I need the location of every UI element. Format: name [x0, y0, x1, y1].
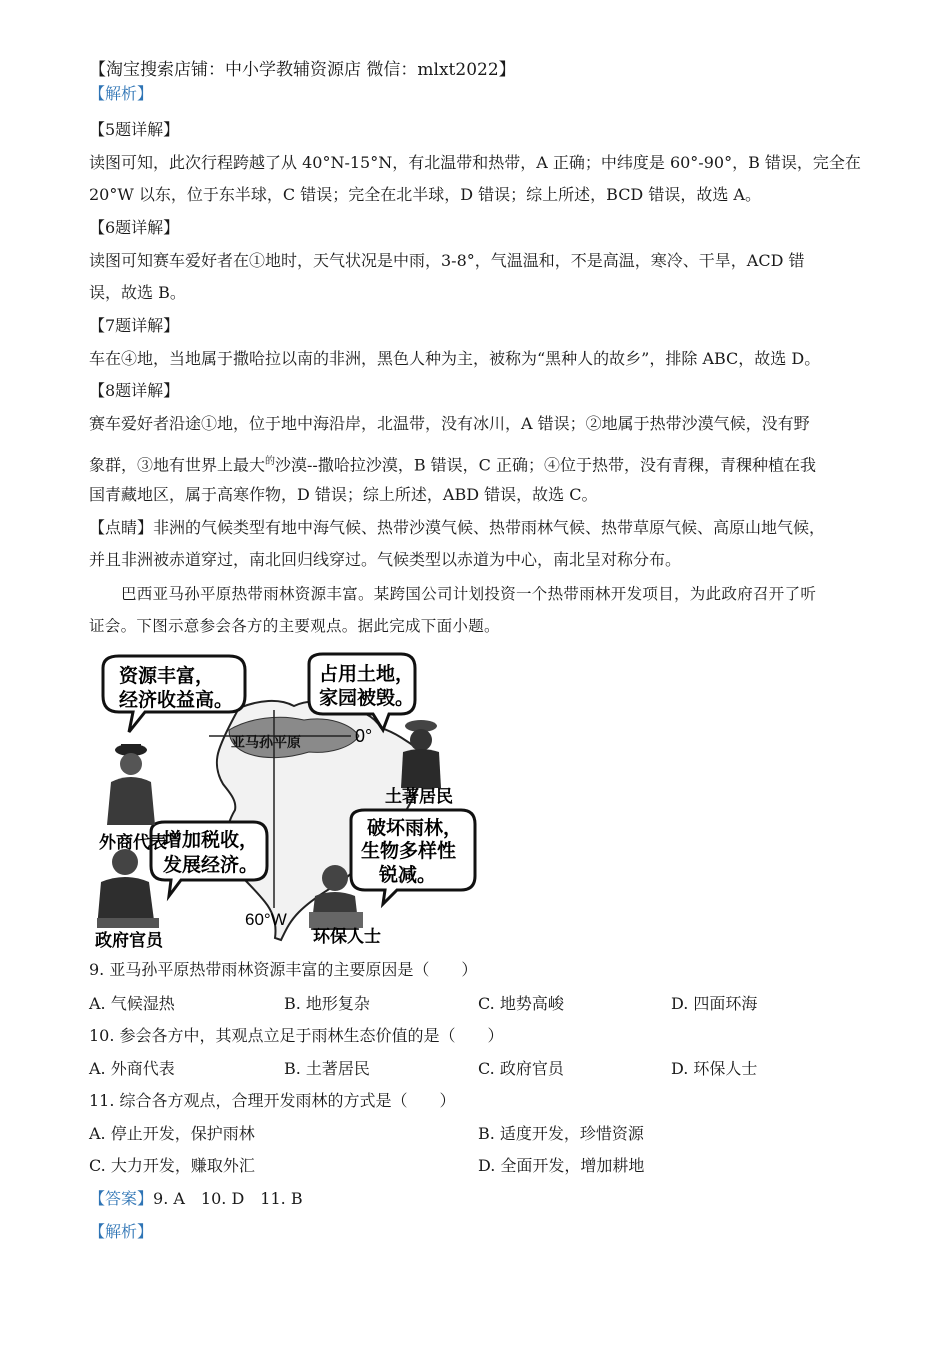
page-header: 【淘宝搜索店铺：中小学教辅资源店 微信：mlxt2022】 — [89, 60, 516, 80]
tip-text: 【点睛】非洲的气候类型有地中海气候、热带沙漠气候、热带雨林气候、热带草原气候、高原山地气候， — [89, 518, 826, 537]
q10-option-c: C. 政府官员 — [478, 1059, 564, 1078]
answer-line — [89, 1189, 303, 1209]
q10-stem: 10. 参会各方中，其观点立足于雨林生态价值的是（ ） — [89, 1026, 504, 1045]
q9-option-d: D. 四面环海 — [671, 994, 758, 1013]
indigenous-resident-figure — [401, 720, 441, 788]
bubble-text: 增加税收， — [163, 829, 259, 851]
region-label: 亚马孙平原 — [231, 735, 301, 751]
amazon-hearing-figure — [89, 650, 481, 950]
q11-option-d: D. 全面开发，增加耕地 — [478, 1156, 645, 1175]
q6-text: 读图可知赛车爱好者在①地时，天气状况是中雨，3-8°，气温温和，不是高温，寒冷、干旱，ACD 错 — [89, 251, 805, 270]
answer-text: 9. A 10. D 11. B — [153, 1189, 303, 1208]
q5-title: 【5题详解】 — [89, 120, 180, 139]
q8-title: 【8题详解】 — [89, 381, 180, 400]
bubble-text: 生物多样性 — [361, 840, 457, 862]
analysis-label: 【解析】 — [89, 1222, 154, 1241]
q10-option-a: A. 外商代表 — [89, 1059, 175, 1078]
q6-text: 误，故选 B。 — [89, 283, 186, 302]
bubble-text: 破坏雨林， — [367, 817, 463, 839]
person-label: 土著居民 — [385, 787, 453, 807]
q11-option-c: C. 大力开发，赚取外汇 — [89, 1156, 255, 1175]
longitude-label: 60°W — [245, 910, 287, 929]
intro-text: 证会。下图示意参会各方的主要观点。据此完成下面小题。 — [89, 617, 500, 635]
bubble-text: 发展经济。 — [163, 854, 259, 876]
q6-title: 【6题详解】 — [89, 218, 180, 237]
bubble-text: 占用土地， — [319, 663, 415, 685]
q11-option-a: A. 停止开发，保护雨林 — [89, 1124, 255, 1143]
bubble-text: 经济收益高。 — [119, 689, 234, 711]
q8-text: 象群，③地有世界上最大$^的$沙漠--撒哈拉沙漠，B 错误，C 正确；④位于热带，没有青稞，青稞种植在我 — [89, 455, 817, 475]
q7-title: 【7题详解】 — [89, 316, 180, 335]
figure-svg — [89, 650, 481, 950]
q10-option-b: B. 土著居民 — [284, 1059, 370, 1078]
q9-option-b: B. 地形复杂 — [284, 994, 370, 1013]
q5-text: 读图可知，此次行程跨越了从 40°N-15°N，有北温带和热带，A 正确；中纬度是 60°-90°，B 错误，完全在 — [89, 153, 861, 172]
person-label: 政府官员 — [95, 931, 163, 950]
q5-text: 20°W 以东，位于东半球，C 错误；完全在北半球，D 错误；综上所述，BCD 错误，故选 A。 — [89, 185, 761, 204]
person-label: 外商代表 — [99, 833, 167, 853]
q9-option-a: A. 气候湿热 — [89, 994, 175, 1013]
q7-text: 车在④地，当地属于撒哈拉以南的非洲，黑色人种为主，被称为“黑种人的故乡”，排除 ABC，故选 D。 — [89, 349, 821, 368]
tip-text: 并且非洲被赤道穿过，南北回归线穿过。气候类型以赤道为中心，南北呈对称分布。 — [89, 550, 682, 569]
q9-option-c: C. 地势高峻 — [478, 994, 564, 1013]
bubble-text: 家园被毁。 — [319, 687, 415, 709]
q9-stem: 9. 亚马孙平原热带雨林资源丰富的主要原因是（ ） — [89, 960, 478, 979]
latitude-label: 0° — [355, 726, 373, 746]
bubble-text: 资源丰富， — [119, 665, 215, 687]
bubble-text: 锐减。 — [379, 864, 437, 886]
q8-text: 国青藏地区，属于高寒作物，D 错误；综上所述，ABD 错误，故选 C。 — [89, 485, 598, 504]
foreign-rep-figure — [107, 744, 155, 825]
q8-text: 赛车爱好者沿途①地，位于地中海沿岸，北温带，没有冰川，A 错误；②地属于热带沙漠气候，没有野 — [89, 414, 810, 433]
q10-option-d: D. 环保人士 — [671, 1059, 758, 1078]
person-label: 环保人士 — [313, 927, 381, 947]
q11-option-b: B. 适度开发，珍惜资源 — [478, 1124, 644, 1143]
q11-stem: 11. 综合各方观点，合理开发雨林的方式是（ ） — [89, 1091, 456, 1110]
answer-label: 【答案】 — [89, 1189, 154, 1208]
intro-text: 巴西亚马孙平原热带雨林资源丰富。某跨国公司计划投资一个热带雨林开发项目，为此政府召开了听 — [121, 585, 817, 603]
analysis-label: 【解析】 — [89, 84, 154, 103]
